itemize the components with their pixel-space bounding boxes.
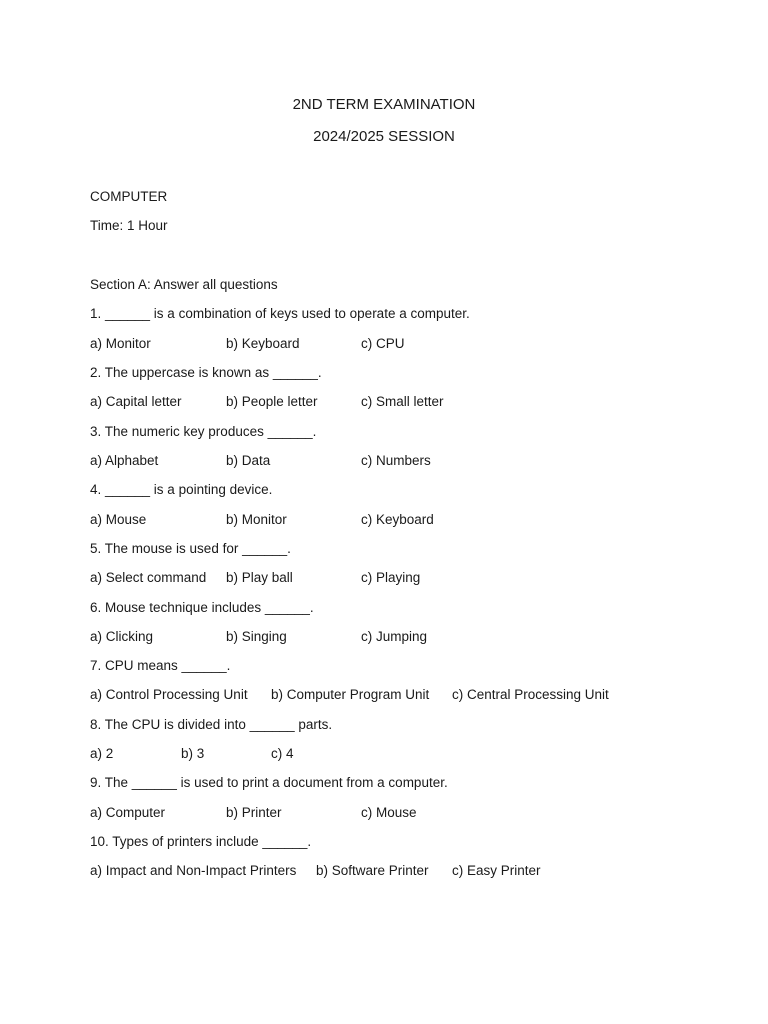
q5-option-a: a) Select command — [90, 570, 207, 585]
q10-option-b: b) Software Printer — [316, 863, 429, 878]
question-10: 10. Types of printers include ______. — [90, 834, 312, 849]
time-label: Time: 1 Hour — [90, 218, 168, 233]
q2-option-b: b) People letter — [226, 394, 318, 409]
section-heading: Section A: Answer all questions — [90, 277, 278, 292]
subject-label: COMPUTER — [90, 189, 168, 204]
question-4: 4. ______ is a pointing device. — [90, 482, 273, 497]
q8-option-a: a) 2 — [90, 746, 114, 761]
q10-option-c: c) Easy Printer — [452, 863, 541, 878]
question-9: 9. The ______ is used to print a document from a computer. — [90, 775, 448, 790]
question-8: 8. The CPU is divided into ______ parts. — [90, 717, 333, 732]
q3-option-a: a) Alphabet — [90, 453, 159, 468]
q2-option-a: a) Capital letter — [90, 394, 182, 409]
q3-option-c: c) Numbers — [361, 453, 431, 468]
question-2: 2. The uppercase is known as ______. — [90, 365, 322, 380]
q2-option-c: c) Small letter — [361, 394, 444, 409]
q6-option-b: b) Singing — [226, 629, 287, 644]
q1-option-b: b) Keyboard — [226, 336, 300, 351]
q4-option-c: c) Keyboard — [361, 512, 434, 527]
q4-option-b: b) Monitor — [226, 512, 287, 527]
q5-option-b: b) Play ball — [226, 570, 293, 585]
question-5: 5. The mouse is used for ______. — [90, 541, 291, 556]
q4-option-a: a) Mouse — [90, 512, 147, 527]
q7-option-a: a) Control Processing Unit — [90, 687, 248, 702]
exam-session: 2024/2025 SESSION — [313, 128, 455, 145]
q1-option-c: c) CPU — [361, 336, 405, 351]
q5-option-c: c) Playing — [361, 570, 421, 585]
question-6: 6. Mouse technique includes ______. — [90, 600, 314, 615]
q10-option-a: a) Impact and Non-Impact Printers — [90, 863, 297, 878]
q6-option-c: c) Jumping — [361, 629, 428, 644]
exam-title: 2ND TERM EXAMINATION — [292, 96, 476, 113]
q9-option-c: c) Mouse — [361, 805, 417, 820]
q8-option-b: b) 3 — [181, 746, 205, 761]
q8-option-c: c) 4 — [271, 746, 294, 761]
question-1: 1. ______ is a combination of keys used to operate a computer. — [90, 306, 470, 321]
q9-option-a: a) Computer — [90, 805, 166, 820]
q9-option-b: b) Printer — [226, 805, 282, 820]
q1-option-a: a) Monitor — [90, 336, 151, 351]
q3-option-b: b) Data — [226, 453, 271, 468]
q7-option-c: c) Central Processing Unit — [452, 687, 609, 702]
q6-option-a: a) Clicking — [90, 629, 154, 644]
question-7: 7. CPU means ______. — [90, 658, 231, 673]
q7-option-b: b) Computer Program Unit — [271, 687, 430, 702]
question-3: 3. The numeric key produces ______. — [90, 424, 317, 439]
